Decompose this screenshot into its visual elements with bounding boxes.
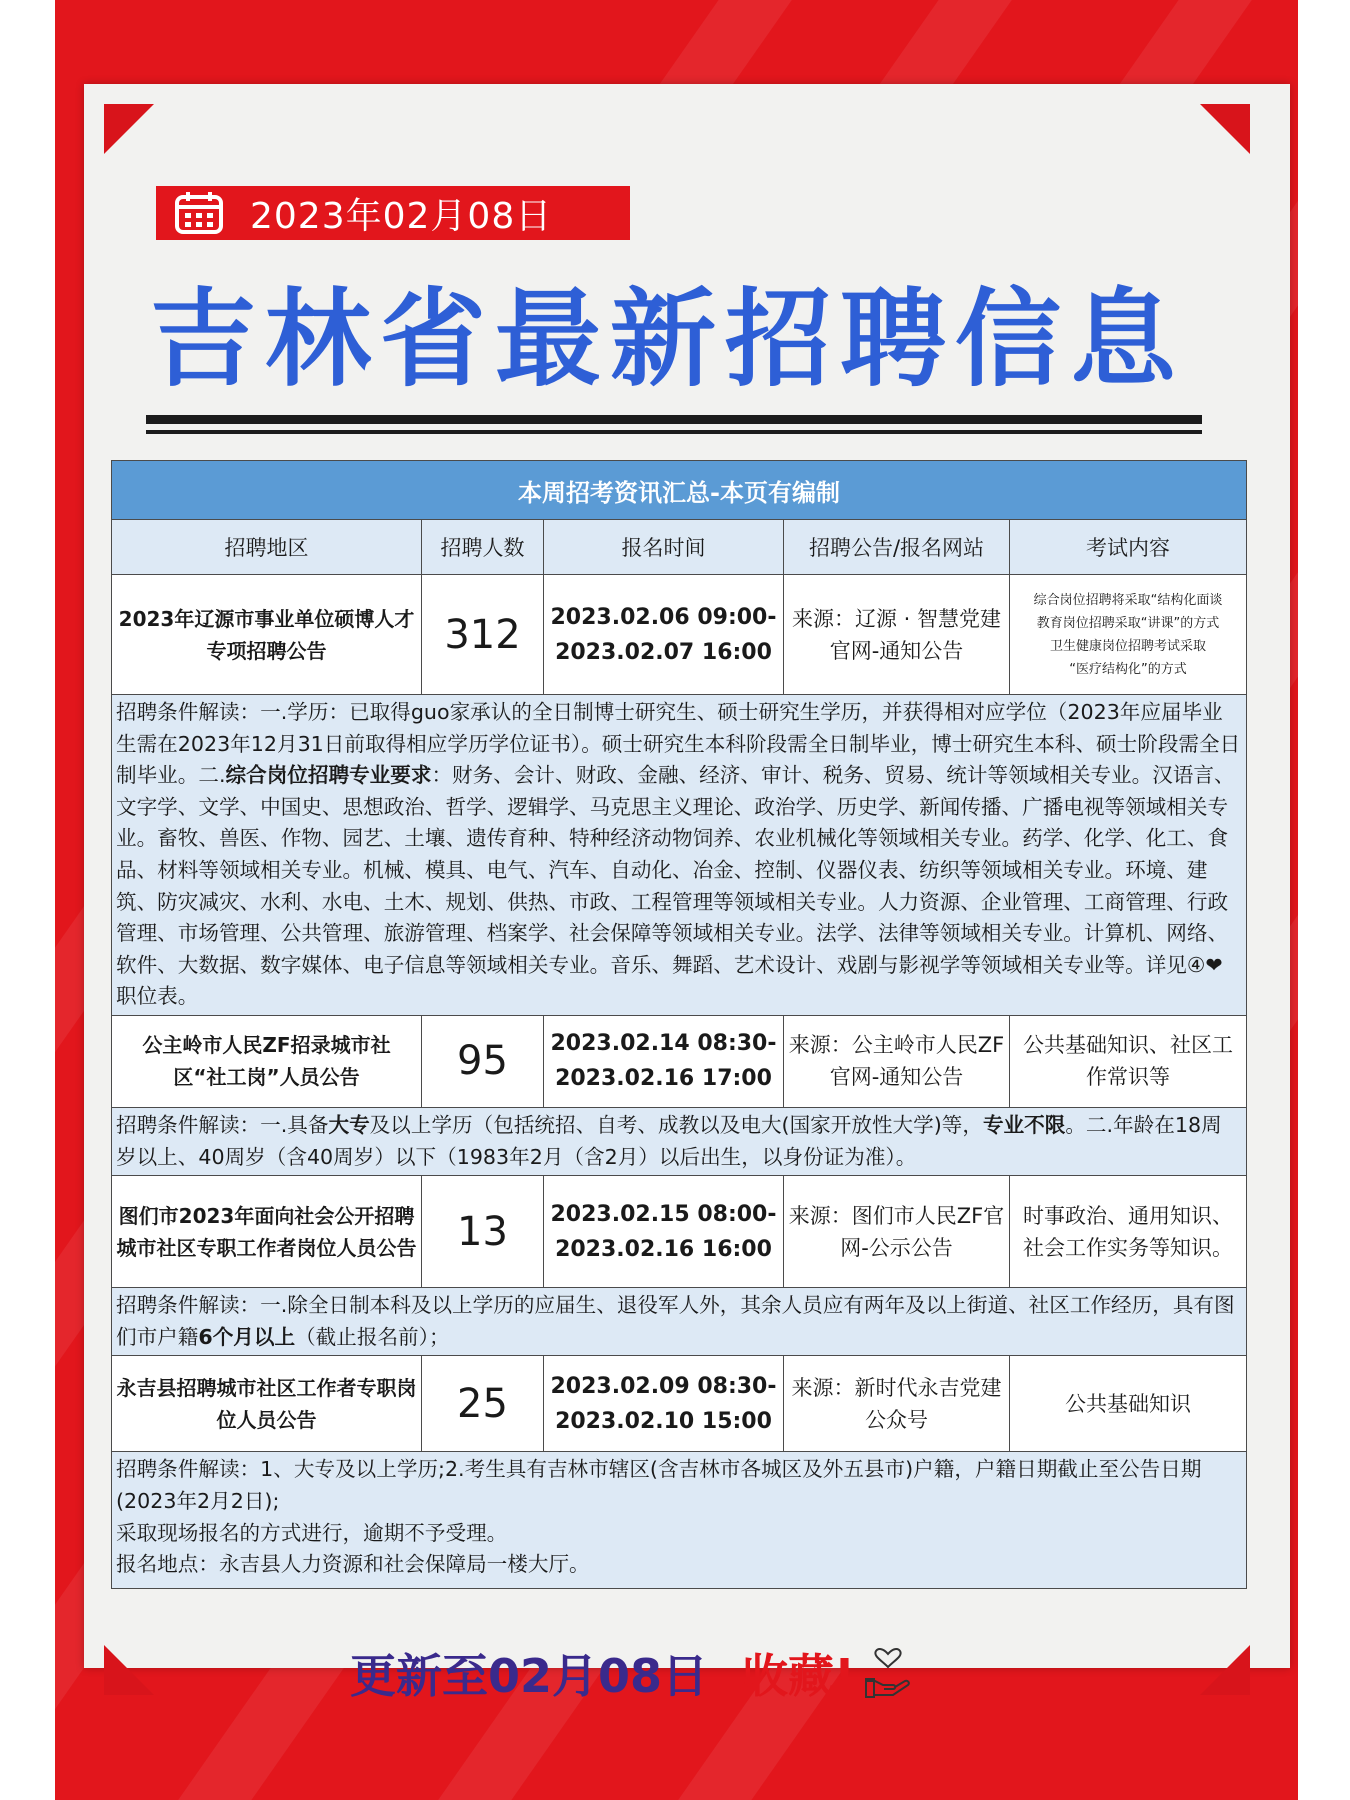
table-row	[112, 1356, 1247, 1452]
row-detail	[112, 1107, 1247, 1175]
detail-text: （截止报名前）；	[295, 1324, 450, 1349]
time-end: 2023.02.07 16:00	[555, 639, 772, 665]
detail-text: 报名地点：永吉县人力资源和社会保障局一楼大厅。	[116, 1552, 590, 1577]
row-source: 来源：公主岭市人民ZF官网-通知公告	[784, 1015, 1010, 1107]
corner-decoration	[1200, 1645, 1250, 1695]
row-source: 来源：图们市人民ZF官网-公示公告	[784, 1176, 1010, 1288]
exam-line: “医疗结构化”的方式	[1069, 661, 1187, 677]
detail-text: ：财务、会计、财政、金融、经济、审计、税务、贸易、统计等领域相关专业。汉语言、文字学、文学、中国史、思想政治、哲学、逻辑学、马克思主义理论、政治学、历史学、新闻传播、广播电视等领域相关专业。畜牧、兽医、作物、园艺、土壤、遗传育种、特种经济动物饲养、农业机械化等领域相关专业。药学、化学、化工、食品、材料等领域相关专业。机械、模具、电气、汽车、自动化、冶金、控制、仪器仪表、纺织等领域相关专业。环境、建筑、防灾减灾、水利、水电、土木、规划、供热、市政、工程管理等领域相关专业。人力资源、企业管理、工商管理、行政管理、市场管理、公共管理、旅游管理、档案学、社会保障等领域相关专业。法学、法律等领域相关专业。计算机、网络、软件、大数据、数字媒体、电子信息等领域相关专业。音乐、舞蹈、艺术设计、戏剧与影视学等领域相关专业等。详见④❤职位表。	[116, 763, 1235, 1009]
detail-text: 招聘条件解读：一.学历：已取得guo家承认的全日制博士研究生、硕士研究生学历，并获得相对应学位（2023年应届毕业生需在2023年12月31日前取得相应学历学位证书）。硕士研究生本科阶段需全日制毕业，博士研究生本科、硕士阶段需全日制毕业。二.	[116, 700, 1241, 788]
row-region: 永吉县招聘城市社区工作者专职岗位人员公告	[112, 1356, 422, 1452]
header-time: 报名时间	[544, 520, 784, 575]
exam-line: 卫生健康岗位招聘考试采取	[1050, 638, 1207, 654]
row-count: 312	[422, 575, 544, 695]
row-time	[544, 1176, 784, 1288]
row-exam: 时事政治、通用知识、社会工作实务等知识。	[1010, 1176, 1247, 1288]
row-detail	[112, 1452, 1247, 1589]
corner-decoration	[104, 104, 154, 154]
row-exam: 公共基础知识、社区工作常识等	[1010, 1015, 1247, 1107]
row-time	[544, 1356, 784, 1452]
header-source: 招聘公告/报名网站	[784, 520, 1010, 575]
table-caption: 本周招考资讯汇总-本页有编制	[112, 461, 1247, 520]
detail-text: 及以上学历（包括统招、自考、成教以及电大(国家开放性大学)等，	[369, 1112, 983, 1137]
page-title: 吉林省最新招聘信息	[150, 278, 1185, 401]
detail-text: 招聘条件解读：1、大专及以上学历;2.考生具有吉林市辖区(含吉林市各城区及外五县市)户籍，户籍日期截止至公告日期(2023年2月2日);	[116, 1457, 1202, 1513]
row-time	[544, 1015, 784, 1107]
row-exam	[1010, 575, 1247, 695]
time-start: 2023.02.14 08:30-	[550, 1031, 777, 1057]
detail-text: 。二.年龄在18周岁以上、40周岁（含40周岁）以下（1983年2月（含2月）以后出生，以身份证为准）。	[116, 1112, 1222, 1169]
divider	[146, 430, 1202, 434]
time-start: 2023.02.06 09:00-	[550, 604, 777, 630]
exam-line: 综合岗位招聘将采取“结构化面谈	[1033, 592, 1223, 608]
table-row	[112, 1176, 1247, 1288]
row-time	[544, 575, 784, 695]
detail-bold: 综合岗位招聘专业要求	[225, 763, 432, 788]
row-count: 95	[422, 1015, 544, 1107]
detail-text: 招聘条件解读：一.具备	[116, 1112, 329, 1137]
row-region: 公主岭市人民ZF招录城市社区“社工岗”人员公告	[112, 1015, 422, 1107]
time-end: 2023.02.10 15:00	[555, 1408, 772, 1434]
row-exam: 公共基础知识	[1010, 1356, 1247, 1452]
footer-banner	[350, 1640, 1050, 1706]
row-source: 来源：辽源 · 智慧党建官网-通知公告	[784, 575, 1010, 695]
calendar-icon	[174, 191, 224, 235]
corner-decoration	[104, 1645, 154, 1695]
detail-bold: 大专	[328, 1112, 370, 1137]
corner-decoration	[1200, 104, 1250, 154]
table-row	[112, 575, 1247, 695]
favorite-text: 收藏!	[742, 1649, 856, 1703]
time-start: 2023.02.15 08:00-	[550, 1201, 777, 1227]
table-row	[112, 1015, 1247, 1107]
detail-text: 采取现场报名的方式进行，逾期不予受理。	[116, 1520, 508, 1545]
detail-text: 招聘条件解读：一.除全日制本科及以上学历的应届生、退役军人外，其余人员应有两年及以上街道、社区工作经历，具有图们市户籍	[116, 1293, 1235, 1349]
header-region: 招聘地区	[112, 520, 422, 575]
date-text: 2023年02月08日	[250, 195, 553, 237]
row-detail	[112, 695, 1247, 1016]
row-region: 图们市2023年面向社会公开招聘城市社区专职工作者岗位人员公告	[112, 1176, 422, 1288]
row-count: 13	[422, 1176, 544, 1288]
exam-line: 教育岗位招聘采取“讲课”的方式	[1036, 615, 1220, 631]
header-exam: 考试内容	[1010, 520, 1247, 575]
update-text: 更新至02月08日	[350, 1649, 709, 1703]
time-end: 2023.02.16 16:00	[555, 1236, 772, 1262]
header-count: 招聘人数	[422, 520, 544, 575]
row-source: 来源：新时代永吉党建公众号	[784, 1356, 1010, 1452]
time-start: 2023.02.09 08:30-	[550, 1373, 777, 1399]
detail-bold: 专业不限	[982, 1112, 1066, 1137]
row-detail	[112, 1288, 1247, 1356]
row-region: 2023年辽源市事业单位硕博人才专项招聘公告	[112, 575, 422, 695]
time-end: 2023.02.16 17:00	[555, 1066, 772, 1092]
detail-bold: 6个月以上	[198, 1324, 296, 1349]
recruitment-table	[111, 460, 1247, 1589]
row-count: 25	[422, 1356, 544, 1452]
divider	[146, 415, 1202, 424]
hand-heart-icon[interactable]	[863, 1647, 913, 1699]
date-badge	[156, 186, 630, 240]
